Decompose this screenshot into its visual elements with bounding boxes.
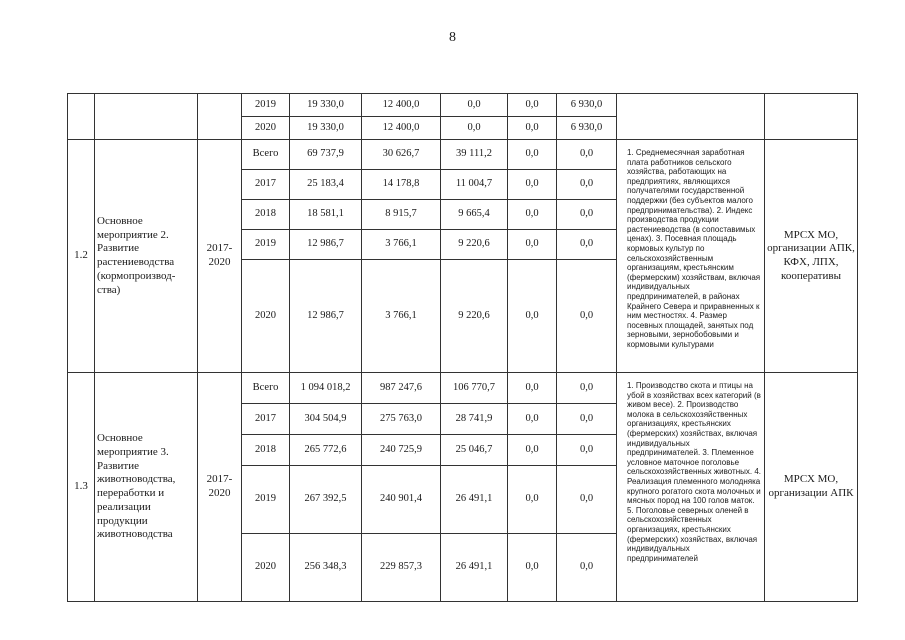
cell-c3: 0,0 [508,117,557,140]
cell-c4: 0,0 [557,466,617,534]
cell-name [95,94,198,140]
cell-total: 19 330,0 [290,117,362,140]
cell-c1: 12 400,0 [362,94,441,117]
table-row [68,140,858,170]
cell-year: 2019 [242,94,290,117]
cell-total: 12 986,7 [290,260,362,373]
cell-year: 2019 [242,230,290,260]
cell-indicators: 1. Производство скота и птицы на убой в хозяйствах всех категорий (в живом весе). 2. Производство молока в сельскохозяйственных организациях, крестьянских (фермерских) хозяйствах, включая индивидуальных предпринимателей. 3. Племенное условное маточное поголовье сельскохозяйственных животных. 4. Реализация племенного молодняка крупного рогатого скота молочных и мясных пород на 100 голов маток. 5. Поголовье северных оленей в сельскохозяйственных организациях, крестьянских (фермерских) хозяйствах, включая индивидуальных предпринимателей [617,373,765,602]
cell-c2: 9 220,6 [441,230,508,260]
program-table [67,93,858,602]
cell-c1: 3 766,1 [362,230,441,260]
cell-c1: 240 901,4 [362,466,441,534]
cell-c2: 0,0 [441,94,508,117]
cell-c1: 30 626,7 [362,140,441,170]
cell-c4: 0,0 [557,404,617,435]
cell-executor: МРСХ МО, организации АПК, КФХ, ЛПХ, кооперативы [765,140,858,373]
cell-c2: 11 004,7 [441,170,508,200]
cell-c3: 0,0 [508,94,557,117]
cell-c1: 8 915,7 [362,200,441,230]
cell-c4: 6 930,0 [557,117,617,140]
cell-total: 1 094 018,2 [290,373,362,404]
cell-period: 2017-2020 [198,373,242,602]
cell-total: 25 183,4 [290,170,362,200]
cell-year: 2020 [242,534,290,602]
cell-c4: 0,0 [557,435,617,466]
table-row [68,94,858,117]
cell-c2: 106 770,7 [441,373,508,404]
cell-c3: 0,0 [508,435,557,466]
cell-c2: 0,0 [441,117,508,140]
table-row [68,373,858,404]
cell-c2: 28 741,9 [441,404,508,435]
cell-c4: 0,0 [557,534,617,602]
cell-c2: 9 220,6 [441,260,508,373]
cell-num [68,94,95,140]
cell-name: Основное мероприятие 2. Развитие растениеводства (кормопроизвод-ства) [95,140,198,373]
cell-c1: 12 400,0 [362,117,441,140]
cell-year: 2018 [242,200,290,230]
page-number: 8 [449,30,456,45]
cell-c4: 0,0 [557,140,617,170]
cell-executor [765,94,858,140]
cell-num: 1.3 [68,373,95,602]
cell-c1: 987 247,6 [362,373,441,404]
cell-indicators: 1. Среднемесячная заработная плата работников сельского хозяйства, работающих на предприятиях, являющихся получателями государственной поддержки (без субъектов малого предпринимательства). 2. Индекс производства продукции растениеводства (в сопоставимых ценах). 3. Посевная площадь кормовых культур по сельскохозяйственным организациям, крестьянским (фермерским) хозяйствам, включая индивидуальных предпринимателей, в районах Крайнего Севера и приравненных к ним местностях. 4. Размер посевных площадей, занятых под зерновыми, зернобобовыми и кормовыми культурами [617,140,765,373]
cell-c3: 0,0 [508,140,557,170]
cell-c2: 9 665,4 [441,200,508,230]
cell-year: Всего [242,140,290,170]
cell-indicators [617,94,765,140]
cell-c4: 0,0 [557,230,617,260]
cell-c4: 0,0 [557,373,617,404]
cell-c1: 3 766,1 [362,260,441,373]
cell-executor: МРСХ МО, организации АПК [765,373,858,602]
cell-c1: 14 178,8 [362,170,441,200]
cell-c4: 6 930,0 [557,94,617,117]
cell-c1: 240 725,9 [362,435,441,466]
cell-period [198,94,242,140]
cell-year: 2017 [242,170,290,200]
cell-c3: 0,0 [508,230,557,260]
cell-total: 69 737,9 [290,140,362,170]
cell-total: 12 986,7 [290,230,362,260]
cell-c1: 275 763,0 [362,404,441,435]
cell-period: 2017-2020 [198,140,242,373]
cell-c1: 229 857,3 [362,534,441,602]
cell-c4: 0,0 [557,260,617,373]
cell-year: 2020 [242,117,290,140]
cell-name: Основное мероприятие 3. Развитие животноводства, переработки и реализации продукции животноводства [95,373,198,602]
cell-num: 1.2 [68,140,95,373]
cell-c3: 0,0 [508,200,557,230]
cell-total: 265 772,6 [290,435,362,466]
cell-year: Всего [242,373,290,404]
cell-year: 2019 [242,466,290,534]
cell-total: 18 581,1 [290,200,362,230]
cell-c2: 26 491,1 [441,534,508,602]
cell-c2: 26 491,1 [441,466,508,534]
cell-year: 2017 [242,404,290,435]
cell-c3: 0,0 [508,534,557,602]
cell-c3: 0,0 [508,373,557,404]
cell-c3: 0,0 [508,260,557,373]
cell-year: 2020 [242,260,290,373]
cell-c3: 0,0 [508,170,557,200]
cell-c3: 0,0 [508,404,557,435]
cell-total: 19 330,0 [290,94,362,117]
cell-year: 2018 [242,435,290,466]
cell-total: 256 348,3 [290,534,362,602]
cell-total: 267 392,5 [290,466,362,534]
cell-c3: 0,0 [508,466,557,534]
cell-c2: 39 111,2 [441,140,508,170]
cell-c4: 0,0 [557,170,617,200]
cell-c2: 25 046,7 [441,435,508,466]
cell-c4: 0,0 [557,200,617,230]
cell-total: 304 504,9 [290,404,362,435]
